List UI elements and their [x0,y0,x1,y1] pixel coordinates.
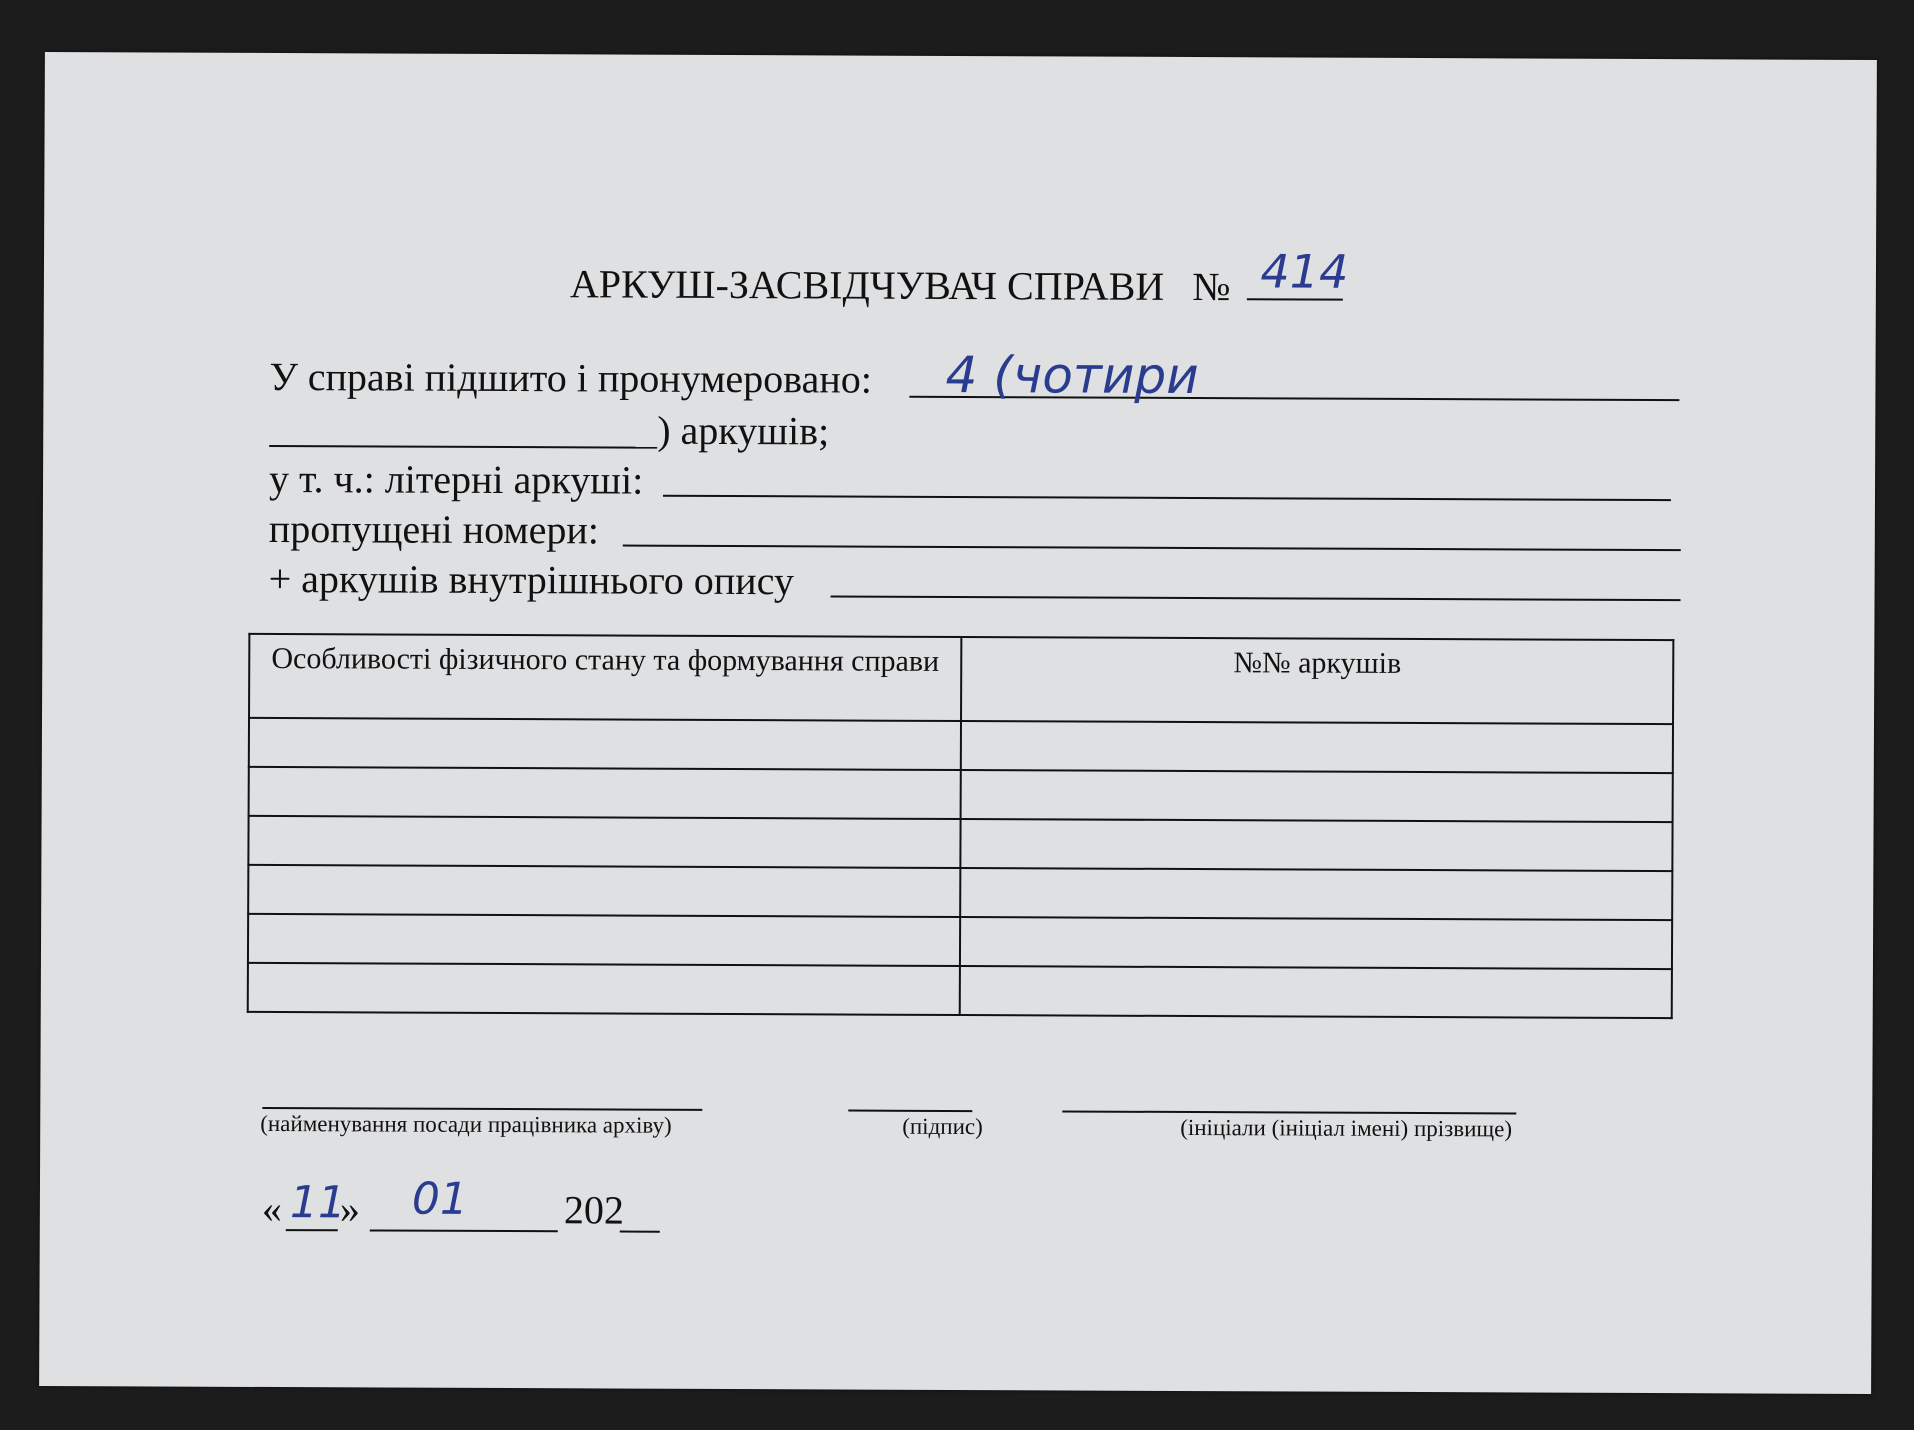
missing-numbers-line [269,505,599,553]
missing-numbers-field[interactable] [623,545,1681,552]
table-cell[interactable] [961,721,1673,773]
letter-sheets-field[interactable] [663,495,1671,501]
table-cell[interactable] [960,819,1672,871]
number-label: № [1192,264,1231,310]
case-number-field[interactable] [1246,244,1349,300]
signature-caption: (підпис) [902,1113,983,1140]
table-cell[interactable] [248,963,960,1015]
position-caption: (найменування посади працівника архіву) [260,1110,672,1138]
document-sheet [39,52,1877,1394]
inner-inventory-line [269,555,794,604]
table-cell[interactable] [960,966,1672,1018]
date-close-quote: » [339,1186,360,1232]
date-month-handwritten: 01 [411,1173,469,1225]
name-caption: (ініціали (ініціал імені) прізвище) [1180,1114,1513,1142]
letter-sheets-label: у т. ч.: літерні аркуші: [268,455,644,503]
pages-count-handwritten: 4 (чотири [945,345,1199,406]
table-row [248,963,1672,1018]
date-open-quote: « [261,1185,282,1232]
table-row [249,767,1673,822]
inner-inventory-label: + аркушів внутрішнього опису [268,555,794,604]
date-year-prefix: 202 [563,1187,624,1233]
inner-inventory-field[interactable] [831,595,1681,601]
pages-count-label: У справі підшито і пронумеровано: [269,353,872,402]
date-day-field[interactable] [286,1229,338,1231]
table-row [249,718,1673,773]
date-month-field[interactable] [370,1229,558,1232]
signature-field[interactable] [848,1110,972,1113]
table-header-row [249,634,1673,724]
table-header-sheets: №№ аркушів [961,637,1673,724]
table-cell[interactable] [248,865,960,917]
table-cell[interactable] [249,767,961,819]
title-text: АРКУШ-ЗАСВІДЧУВАЧ СПРАВИ [569,261,1165,309]
letter-sheets-line [269,455,643,504]
case-number-handwritten: 414 [1260,244,1349,299]
physical-state-table [247,633,1675,1019]
table-header-features: Особливості фізичного стану та формування справи [249,634,961,721]
pages-suffix-line [657,407,829,455]
document-title [569,244,1349,310]
pages-suffix: ) аркушів; [657,407,830,454]
table-row [248,865,1672,920]
missing-numbers-label: пропущені номери: [268,505,600,553]
table-cell[interactable] [961,770,1673,822]
table-cell[interactable] [248,914,960,966]
pages-count-words-field[interactable] [269,445,657,449]
table-row [248,816,1672,871]
table-row [248,914,1672,969]
pages-count-line [269,353,872,403]
date-year-field[interactable] [620,1231,660,1233]
table-cell[interactable] [960,868,1672,920]
date-day-handwritten: 11 [289,1177,347,1229]
table-cell[interactable] [248,816,960,868]
name-field[interactable] [1062,1110,1516,1114]
table-cell[interactable] [249,718,961,770]
table-cell[interactable] [960,917,1672,969]
